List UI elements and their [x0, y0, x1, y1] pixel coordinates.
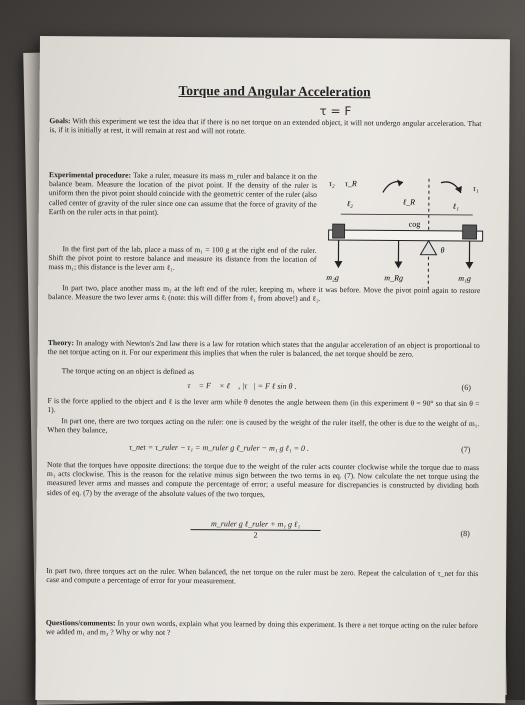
theory-force-description: F is the force applied to the object and ℓ is the lever arm while θ denotes the angle between them (in this experiment θ = 90° so that sin θ = 1).: [47, 396, 479, 417]
theory-part-two: In part two, three torques act on the ruler. When balanced, the net torque on the ruler must be zero. Repeat the calculation of τ_net for this case and compute a percentage of error for your measurement.: [46, 566, 478, 587]
tau1-label: τ₁: [473, 184, 479, 193]
theory-part-one: In part one, there are two torques acting on the ruler: one is caused by the weight of the ruler itself, the other is due to the weight of m₁. When they balance,: [47, 416, 479, 437]
m2g-label: m₂g: [326, 273, 339, 282]
mRg-label: m_Rg: [384, 273, 403, 282]
mass-m2: [333, 224, 345, 238]
ruler: [329, 230, 483, 241]
handwritten-note: τ = F: [319, 104, 351, 118]
equation-8-number: (8): [461, 529, 470, 538]
equation-6: τ⃗ = F⃗ × ℓ⃗ , |τ⃗| = F ℓ sin θ .: [188, 381, 297, 391]
l1-label: ℓ₁: [453, 202, 459, 211]
document-page: [35, 36, 510, 703]
procedure-text-1: Take a ruler, measure its mass m_ruler and balance it on the balance beam. Measure the location of the pivot point. If the density of the ruler is uniform then the pivot point should coincide with the geometric center of the ruler (also called center of gravity of the ruler since one can assume that the force of gravity of the Earth on the ruler acts in that point).: [49, 171, 317, 217]
equation-7-number: (7): [461, 445, 470, 454]
questions-label: Questions/comments:: [46, 618, 116, 627]
theory-torque-definition: The torque acting on an object is defined as: [48, 366, 480, 378]
equation-8: [190, 519, 320, 540]
questions-text: In your own words, explain what you learned by doing this experiment. Is there a net torque acting on the ruler before we added m₁ and m₂ ? Why or why not ?: [46, 619, 478, 638]
m1g-arrowhead-icon: [465, 262, 473, 269]
ruler-diagram: [322, 168, 493, 294]
theta-label: θ: [440, 246, 444, 255]
goals-label: Goals:: [49, 116, 70, 125]
tauR-label: τ_R: [345, 179, 357, 188]
m1g-label: m₁g: [458, 274, 471, 283]
goals-paragraph: [49, 116, 481, 137]
equation-7: τ_net = τ_ruler − τ₁ = m_ruler g ℓ_ruler − m₁ g ℓ₁ = 0 .: [129, 443, 309, 453]
mass-m1: [463, 225, 477, 239]
procedure-part-one: In the first part of the lab, place a mass of m₁ = 100 g at the right end of the ruler. Shift the pivot point to restore balance and measure its distance from the location of mass m₁; this distance is the lever arm ℓ₁.: [48, 244, 316, 273]
ccw-arrowhead-icon: [397, 179, 403, 186]
cog-label: cog: [409, 220, 421, 229]
page-title: Torque and Angular Acceleration: [40, 82, 510, 101]
pivot-icon: [420, 241, 436, 255]
procedure-label: Experimental procedure:: [49, 170, 131, 180]
procedure-paragraph: [49, 170, 317, 218]
equation-8-denominator: 2: [190, 530, 320, 540]
theory-paragraph: [48, 338, 480, 359]
procedure-part-two: In part two, place another mass m₂ at the left end of the ruler, keeping m₁ where it was before. Move the pivot point again to restore balance. Measure the two lever arms ℓᵢ (note: this will differ from ℓ₁ from above!) and ℓ₂.: [48, 283, 480, 304]
l2-label: ℓ₂: [347, 199, 353, 208]
lR-label: ℓ_R: [403, 198, 415, 207]
mRg-arrowhead-icon: [394, 261, 402, 268]
theory-label: Theory:: [48, 338, 74, 347]
equation-6-number: (6): [462, 383, 471, 392]
tau2-label: τ₂: [329, 179, 335, 188]
questions-paragraph: [46, 618, 478, 639]
theory-torque-directions: Note that the torques have opposite directions: the torque due to the weight of the ruler acts counter clockwise while the torque due to mass m₁ acts clockwise. This is the reason for the relative minus sign between the two terms in eq. (7). Now calculate the net torque using the measured lever arms and masses and compute the percentage of error; a useful measure for discrepancies is constructed by dividing both sides of eq. (7) by the average of the absolute values of the two torques,: [47, 460, 479, 500]
m2g-arrowhead-icon: [334, 261, 342, 268]
cw-arrow-icon: [441, 182, 461, 193]
equation-8-numerator: m_ruler g ℓ_ruler + m₁ g ℓ₁: [191, 519, 321, 531]
goals-text: With this experiment we test the idea that if there is no net torque on an extended object, it will not undergo angular acceleration. That is, if it is initially at rest, it will remain at rest and will not rotate.: [49, 116, 481, 135]
theory-text-1: In analogy with Newton's 2nd law there is a law for rotation which states that the angular acceleration of an object is proportional to the net torque acting on it. For our experiment this implies that when the ruler is balanced, the net torque should be zero.: [48, 338, 480, 359]
